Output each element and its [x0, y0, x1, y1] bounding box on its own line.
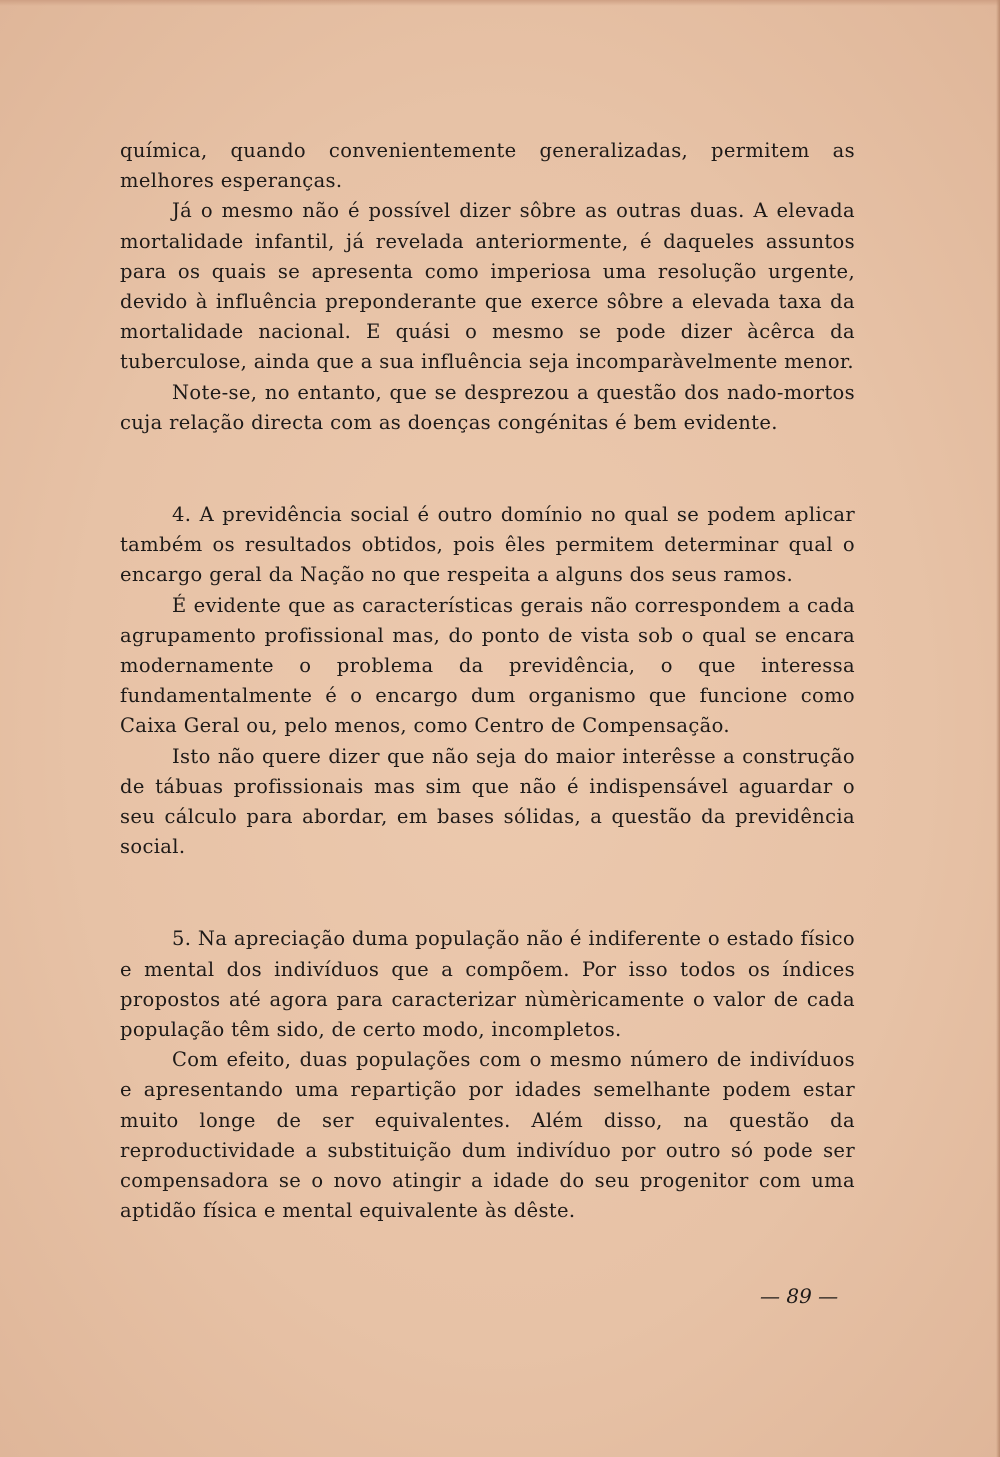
paragraph-characteristics: É evidente que as características gerais não correspondem a cada agrupamento profissional mas, do ponto de vista sob o qual se encara modernamente o problema da previdência, o que interessa fundamentalmente é o encargo dum organismo que funcione como Caixa Geral ou, pelo menos, como Centro de Compensação. [120, 593, 855, 738]
paragraph-continuation: química, quando convenientemente generalizadas, permitem as melhores esperanças. [120, 139, 855, 193]
paragraph-infant-mortality: Já o mesmo não é possível dizer sôbre as outras duas. A elevada mortalidade infantil, já revelada anteriormente, é daqueles assuntos para os quais se apresenta como imperiosa uma resolução urgente, devido à influência preponderante que exerce sôbre a elevada taxa da mortalidade nacional. E quási o mesmo se pode dizer àcêrca da tuberculose, ainda que a sua influência seja incomparàvelmente menor. [120, 199, 855, 374]
paragraph-section-5: 5. Na apreciação duma população não é indiferente o estado físico e mental dos indivíduos que a compõem. Por isso todos os índices propostos até agora para caracterizar nùmèricamente o valor de cada população têm sido, de certo modo, incompletos. [120, 927, 855, 1042]
body-text [120, 136, 855, 1227]
page-top-edge [0, 0, 1000, 6]
paragraph-populations: Com efeito, duas populações com o mesmo número de indivíduos e apresentando uma repartição por idades semelhante podem estar muito longe de ser equivalentes. Além disso, na questão da reproductividade a substituição dum indivíduo por outro só pode ser compensadora se o novo atingir a idade do seu progenitor com uma aptidão física e mental equivalente às dêste. [120, 1048, 855, 1223]
section-gap [120, 438, 855, 500]
paragraph-section-4: 4. A previdência social é outro domínio no qual se podem aplicar também os resultados obtidos, pois êles permitem determinar qual o encargo geral da Nação no que respeita a alguns dos seus ramos. [120, 503, 855, 587]
paragraph-stillbirths: Note-se, no entanto, que se desprezou a questão dos nado-mortos cuja relação directa com as doenças congénitas é bem evidente. [120, 380, 855, 434]
page-number: — 89 — [760, 1284, 839, 1308]
page-right-edge [996, 0, 1000, 1457]
paragraph-professional-tables: Isto não quere dizer que não seja do maior interêsse a construção de tábuas profissionais mas sim que não é indispensável aguardar o seu cálculo para abordar, em bases sólidas, a questão da previdência social. [120, 744, 855, 859]
section-gap [120, 862, 855, 924]
